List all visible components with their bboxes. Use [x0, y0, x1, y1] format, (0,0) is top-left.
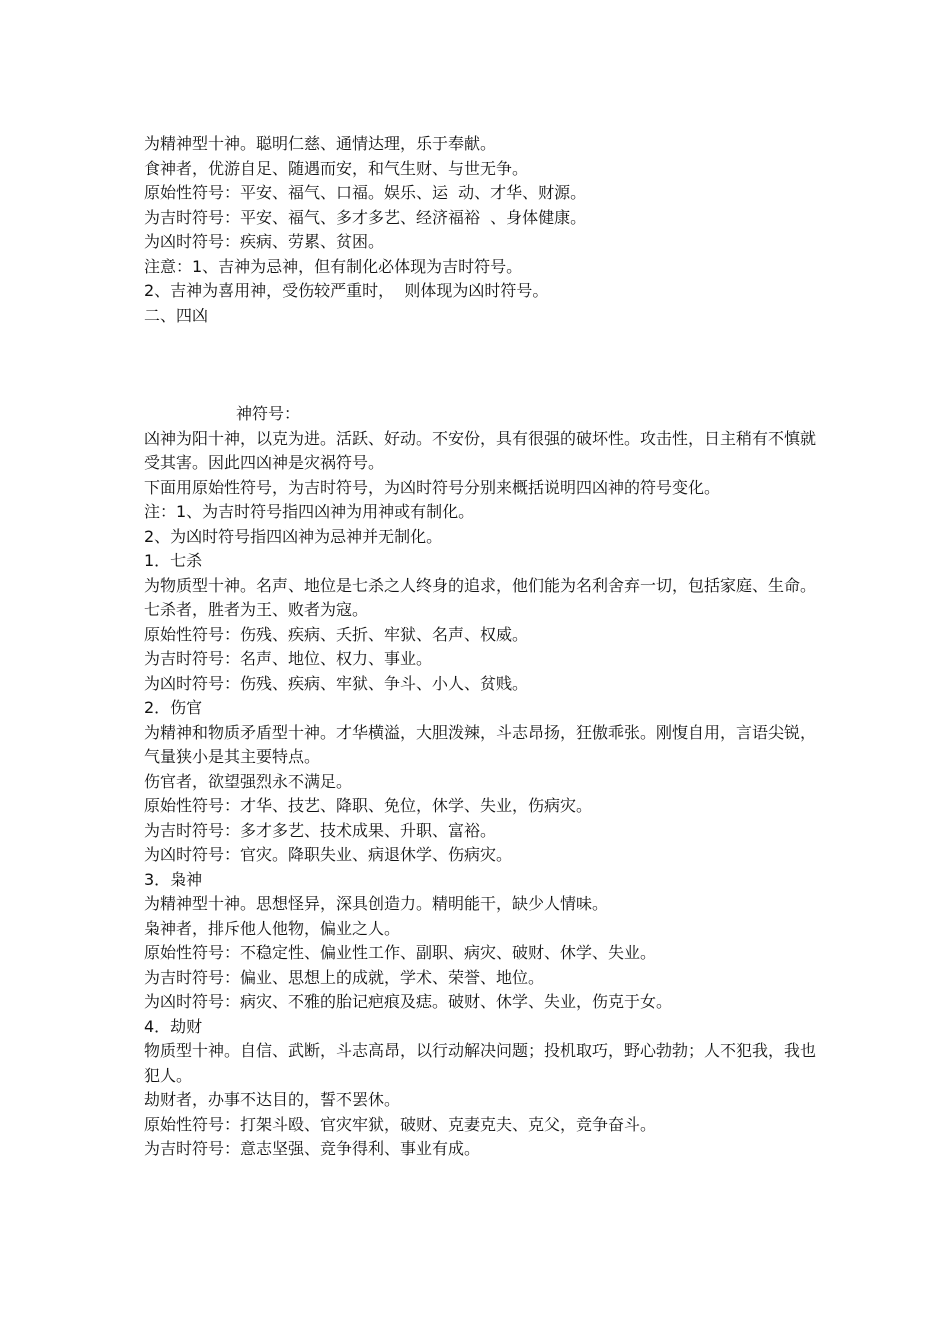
god-description: 物质型十神。自信、武断，斗志高昂，以行动解决问题；投机取巧，野心勃勃；人不犯我，我也犯人。 — [144, 1041, 817, 1085]
text-line: 为精神型十神。聪明仁慈、通情达理，乐于奉献。 — [144, 134, 497, 153]
god-original-symbols: 原始性符号：伤残、疾病、夭折、牢狱、名声、权威。 — [144, 624, 529, 644]
god-original-symbols: 原始性符号：不稳定性、偏业性工作、副职、病灾、破财、休学、失业。 — [144, 943, 657, 962]
god-unlucky-symbols: 为凶时符号：病灾、不雅的胎记疤痕及痣。破财、休学、失业，伤克于女。 — [144, 992, 673, 1011]
main-section — [144, 402, 824, 1162]
god-lucky-symbols: 为吉时符号：偏业、思想上的成就，学术、荣誉、地位。 — [144, 967, 545, 987]
god-title: 3．枭神 — [144, 869, 203, 889]
god-unlucky-symbols: 为凶时符号：官灾。降职失业、病退休学、伤病灾。 — [144, 845, 513, 864]
god-description: 为物质型十神。名声、地位是七杀之人终身的追求，他们能为名利舍弃一切，包括家庭、生命。 — [144, 575, 817, 595]
god-title: 1．七杀 — [144, 551, 203, 570]
god-original-symbols: 原始性符号：才华、技艺、降职、免位，休学、失业，伤病灾。 — [144, 796, 593, 815]
god-description: 为精神型十神。思想怪异，深具创造力。精明能干，缺少人情味。 — [144, 894, 609, 913]
god-lucky-symbols: 为吉时符号：名声、地位、权力、事业。 — [144, 649, 433, 668]
intro-paragraph: 凶神为阳十神，以克为进。活跃、好动。不安份，具有很强的破坏性。攻击性，日主稍有不慎就受其害。因此四凶神是灾祸符号。 — [144, 428, 817, 472]
text-line: 为凶时符号：疾病、劳累、贫困。 — [144, 232, 385, 251]
god-title: 2．伤官 — [144, 698, 203, 717]
god-original-symbols: 原始性符号：打架斗殴、官灾牢狱，破财、克妻克夫、克父，竞争奋斗。 — [144, 1114, 657, 1134]
god-entry-xiaoshen — [144, 868, 824, 1015]
text-line: 食神者，优游自足、随遇而安，和气生财、与世无争。 — [144, 158, 529, 178]
text-line: 为吉时符号：平安、福气、多才多艺、经济福裕 、身体健康。 — [144, 207, 587, 227]
god-entry-jiecai — [144, 1015, 824, 1162]
section-heading: 神符号： — [236, 404, 301, 423]
god-trait: 劫财者，办事不达目的，誓不罢休。 — [144, 1090, 401, 1109]
god-lucky-symbols: 为吉时符号：意志坚强、竞争得利、事业有成。 — [144, 1139, 481, 1158]
god-description: 为精神和物质矛盾型十神。才华横溢，大胆泼辣，斗志昂扬，狂傲乖张。刚愎自用，言语尖锐，气量狭小是其主要特点。 — [144, 722, 817, 766]
god-title: 4．劫财 — [144, 1016, 203, 1036]
note-line: 注：1、为吉时符号指四凶神为用神或有制化。 — [144, 502, 475, 521]
god-lucky-symbols: 为吉时符号：多才多艺、技术成果、升职、富裕。 — [144, 820, 497, 840]
god-trait: 七杀者，胜者为王、败者为寇。 — [144, 600, 369, 619]
god-unlucky-symbols: 为凶时符号：伤残、疾病、牢狱、争斗、小人、贫贱。 — [144, 673, 529, 693]
god-entry-qisha — [144, 549, 824, 696]
god-trait: 枭神者，排斥他人他物，偏业之人。 — [144, 918, 401, 938]
text-line: 注意：1、吉神为忌神，但有制化必体现为吉时符号。 — [144, 256, 523, 276]
god-entry-shangguan — [144, 696, 824, 868]
note-line: 2、为凶时符号指四凶神为忌神并无制化。 — [144, 526, 443, 546]
god-trait: 伤官者，欲望强烈永不满足。 — [144, 771, 353, 791]
top-section — [144, 132, 824, 328]
text-line: 2、吉神为喜用神，受伤较严重时， 则体现为凶时符号。 — [144, 281, 549, 300]
text-line: 原始性符号：平安、福气、口福。娱乐、运 动、才华、财源。 — [144, 183, 587, 202]
intro-paragraph: 下面用原始性符号，为吉时符号，为凶时符号分别来概括说明四凶神的符号变化。 — [144, 477, 721, 497]
section-title: 二、四凶 — [144, 305, 209, 325]
